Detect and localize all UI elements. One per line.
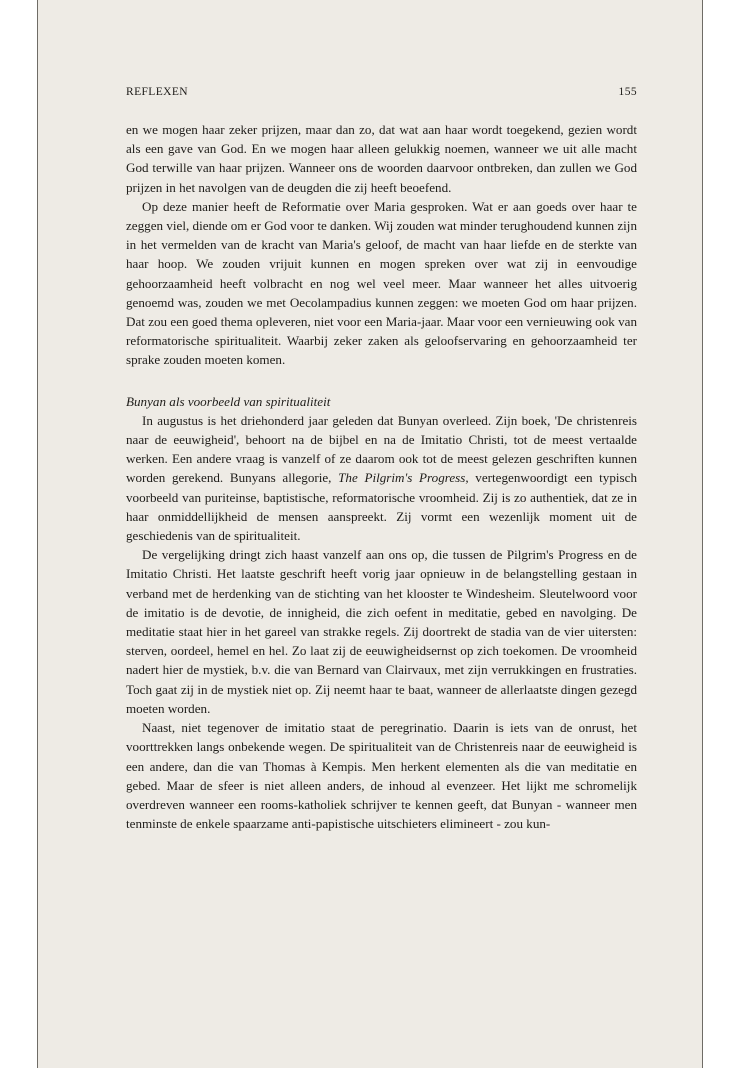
book-page [37, 0, 703, 1068]
page-number: 155 [618, 86, 637, 98]
paragraph-4: De vergelijking dringt zich haast vanzelf aan ons op, die tussen de Pilgrim's Progress en de Imitatio Christi. Het laatste geschrift heeft vorig jaar opnieuw in de belangstelling gestaan in verband met de herdenking van de stichting van het klooster te Windesheim. Sleutelwoord voor de imitatio is de devotie, de innigheid, die zich oefent in meditatie, gebed en navolging. De meditatie staat hier in het gareel van strakke regels. Zij doortrekt de stadia van de vier uitersten: sterven, oordeel, hemel en hel. Zo laat zij de eeuwigheidsernst op zich toekomen. De vroomheid nadert hier de mystiek, b.v. die van Bernard van Clairvaux, met zijn verrukkingen en frustraties. Toch gaat zij in de mystiek niet op. Zij neemt haar te baat, wanneer de allerlaatste dingen gezegd moeten worden. [126, 547, 637, 716]
section-heading: Bunyan als voorbeeld van spiritualiteit [126, 393, 331, 409]
paragraph-5: Naast, niet tegenover de imitatio staat de peregrinatio. Daarin is iets van de onrust, het voorttrekken langs onbekende wegen. De spiritualiteit van de Christenreis naar de eeuwigheid is een andere, dan die van Thomas à Kempis. Men herkent elementen als die van meditatie en gebed. Maar de sfeer is niet alleen anders, de inhoud al evenzeer. Het lijkt me schromelijk overdreven wanneer een rooms-katholiek schrijver te kennen geeft, dat Bunyan - wanneer men tenminste de enkele spaarzame anti-papistische uitschieters elimineert - zou kun- [126, 720, 637, 832]
body-text [126, 120, 637, 833]
paragraph-2: Op deze manier heeft de Reformatie over Maria gesproken. Wat er aan goeds over haar te zeggen viel, diende om er God voor te danken. Wij zouden wat minder terughoudend kunnen zijn in het vermelden van de kracht van Maria's geloof, de macht van haar liefde en de sterkte van haar hoop. We zouden vrijuit kunnen en mogen spreken over wat zij in eenvoudige gehoorzaamheid heeft volbracht en nog wel veel meer. Maar wanneer het alles uitvoerig genoemd was, zouden we met Oecolampadius kunnen zeggen: we moeten God om haar prijzen. Dat zou een goed thema opleveren, niet voor een Maria-jaar. Maar voor een vernieuwing ook van reformatorische spiritualiteit. Waarbij zeker zaken als geloofservaring en gehoorzaamheid ter sprake zouden moeten komen. [126, 198, 637, 368]
running-title: REFLEXEN [126, 86, 188, 98]
paragraph-3-part-a: In augustus is het driehonderd jaar geleden dat Bunyan overleed. Zijn boek, 'De christenreis naar de eeuwigheid', behoort na de bijbel en na de Imitatio Christi, tot de meest vertaalde werken. Een andere vraag is vanzelf of ze daarom ook tot de meest gelezen geschriften kunnen worden gerekend. Bunyans allegorie, [126, 412, 637, 486]
paragraph-3-part-b: vertegenwoordigt een typisch voorbeeld van puriteinse, baptistische, reformatorische vroomheid. Zij is zo authentiek, dat ze in haar onmiddellijkheid de mensen aanspreekt. Zij vormt een wezenlijk moment uit de geschiedenis van de spiritualiteit. [126, 470, 637, 544]
book-title: The Pilgrim's Progress, [338, 470, 469, 486]
paragraph-1: en we mogen haar zeker prijzen, maar dan zo, dat wat aan haar wordt toegekend, gezien wordt als een gave van God. En we mogen haar alleen gelukkig noemen, wanneer we uit alle macht God terwille van haar prijzen. Wanneer ons de woorden daarvoor ontbreken, dan zullen we God prijzen in het navolgen van de deugden die zij heeft beoefend. [126, 122, 637, 195]
paragraph-3 [126, 411, 637, 545]
